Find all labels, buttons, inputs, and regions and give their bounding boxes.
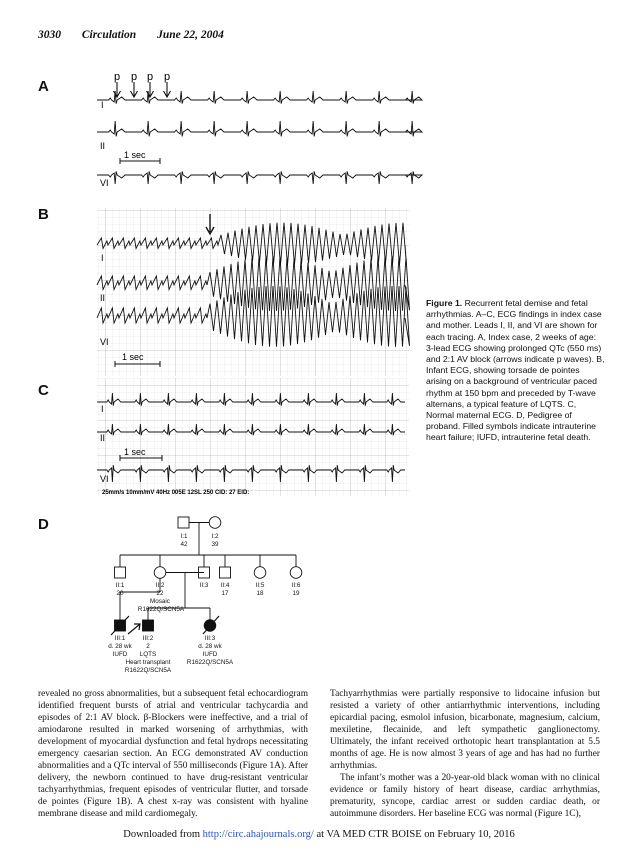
pedigree-note: IUFD [202, 651, 218, 658]
pedigree-id: III:1 [114, 635, 126, 642]
p-marker: p [114, 71, 121, 83]
pedigree-note: R1622Q/SCN5A [186, 659, 234, 666]
scale-label: 1 sec [124, 150, 146, 160]
pedigree-male [178, 517, 189, 528]
lead-label: VI [100, 337, 109, 347]
pedigree-age: 20 [116, 590, 124, 597]
pedigree-id: II:1 [115, 582, 125, 589]
lead-label: I [101, 404, 104, 414]
pedigree-age: 17 [221, 590, 229, 597]
pedigree-female [254, 567, 266, 579]
download-footer [0, 829, 638, 840]
pedigree-note: Mosaic [150, 598, 170, 605]
pedigree-female [154, 567, 166, 579]
caption-label: Figure 1. [426, 298, 463, 308]
body-left-column [38, 688, 308, 821]
pedigree-id: III:2 [142, 635, 154, 642]
pedigree-male [220, 567, 231, 578]
body-paragraph: The infant’s mother was a 20-year-old black woman with no clinical evidence or family history of heart disease, cardiac arrhythmias, prematurity, syncope, cardiac arrest or sudden cardiac death, or autoimmune disorders. Her baseline ECG was normal (Figure 1C), [330, 773, 600, 820]
pedigree-note: d. 28 wk [108, 643, 132, 650]
proband-arrow-icon [128, 624, 140, 634]
caption-text: Recurrent fetal demise and fetal arrhythmias. A–C, ECG findings in index case and mother. Leads I, II, and VI are shown for each tracing. A, Index case, 2 weeks of age: 3-lead ECG showing prolonged QTc (550 ms) and 2:1 AV block (arrows indicate p waves). B, Infant ECG, showing torsade de pointes arising on a background of ventricular paced rhythm at 150 bpm and preceded by T-wave alternans, a typical feature of LQTS. C, Normal maternal ECG. D, Pedigree of proband. Filled symbols indicate intrauterine heart failure; IUFD, intrauterine fetal death. [426, 298, 605, 443]
pedigree-female [209, 517, 221, 529]
scale-label: 1 sec [122, 352, 144, 362]
pedigree-age: 39 [211, 541, 219, 548]
lead-label: II [100, 141, 106, 151]
pedigree-male-affected [143, 620, 154, 631]
pedigree-age: 42 [180, 541, 188, 548]
lead-label: I [101, 100, 104, 110]
pedigree-note: LQTS [139, 651, 157, 658]
pedigree-age: 22 [156, 590, 164, 597]
machine-strip: 25mm/s 10mm/mV 40Hz 005E 12SL 250 CID: 27 EID: [102, 490, 250, 496]
pedigree-id: II:6 [291, 582, 301, 589]
pedigree-female [290, 567, 302, 579]
pedigree-note: d. 28 wk [198, 643, 222, 650]
body-paragraph: revealed no gross abnormalities, but a subsequent fetal echocardiogram identified frequent bursts of atrial and ventricular tachycardia and episodes of 2:1 AV block. β-Blockers were ineffective, and a trial of amiodarone resulted in marked worsening of arrhythmias, with development of myocardial dysfunction and fetal hydrops necessitating emergency caesarian section. An ECG demonstrated AV conduction abnormalities and a QTc interval of 550 milliseconds (Figure 1A). After delivery, the newborn continued to have drug-resistant ventricular tachyarrhythmias, frequent episodes of ventricular flutter, and torsade de pointes (Figure 1B). A chest x-ray was consistent with hyaline membrane disease and mild cardiomegaly. [38, 689, 308, 820]
pedigree-note: 2 [146, 643, 150, 650]
pedigree-note: IUFD [112, 651, 128, 658]
panel-label-b: B [38, 206, 49, 223]
lead-label: II [100, 433, 106, 443]
lead-label: I [101, 253, 104, 263]
pedigree-id: II:5 [255, 582, 265, 589]
pedigree-note: R1622Q/SCN5A [124, 667, 172, 674]
footer-link[interactable]: http://circ.ahajournals.org/ [202, 829, 314, 840]
pedigree-id: II:2 [155, 582, 165, 589]
panel-label-a: A [38, 78, 49, 95]
pedigree-note: Heart transplant [125, 659, 171, 666]
body-right-column [330, 688, 600, 821]
p-marker: p [164, 71, 171, 83]
p-marker: p [147, 71, 154, 83]
journal-name: Circulation [81, 29, 137, 41]
scale-label: 1 sec [124, 447, 146, 457]
pedigree-id: II:4 [220, 582, 230, 589]
body-paragraph: Tachyarrhythmias were partially responsive to lidocaine infusion but resisted a variety of other antiarrhythmic interventions, including epicardial pacing, esmolol infusion, bicarbonate, magnesium, calcium, mexiletine, flecainide, and left sympathetic ganglionectomy. Ultimately, the infant received orthotopic heart transplantation at 5.5 months of age. He is now almost 3 years of age and has had no further arrhythmias. [330, 689, 600, 772]
pedigree-id: I:2 [211, 533, 219, 540]
lead-label: II [100, 293, 106, 303]
p-marker: p [131, 71, 138, 83]
footer-suffix: at VA MED CTR BOISE on February 10, 2016 [313, 829, 515, 840]
page-number: 3030 [38, 29, 61, 41]
panel-label-d: D [38, 516, 49, 533]
pedigree-note: R1622Q/SCN5A [137, 606, 185, 613]
issue-date: June 22, 2004 [157, 29, 224, 41]
pedigree-age: 18 [256, 590, 264, 597]
lead-label: VI [100, 178, 109, 188]
footer-prefix: Downloaded from [123, 829, 203, 840]
pedigree-id: I:1 [180, 533, 188, 540]
pedigree-id: II:3 [199, 582, 209, 589]
lead-label: VI [100, 474, 109, 484]
panel-label-c: C [38, 382, 49, 399]
pedigree-age: 19 [292, 590, 300, 597]
figure-caption [426, 298, 606, 444]
pedigree-male [115, 567, 126, 578]
pedigree-id: III:3 [204, 635, 216, 642]
